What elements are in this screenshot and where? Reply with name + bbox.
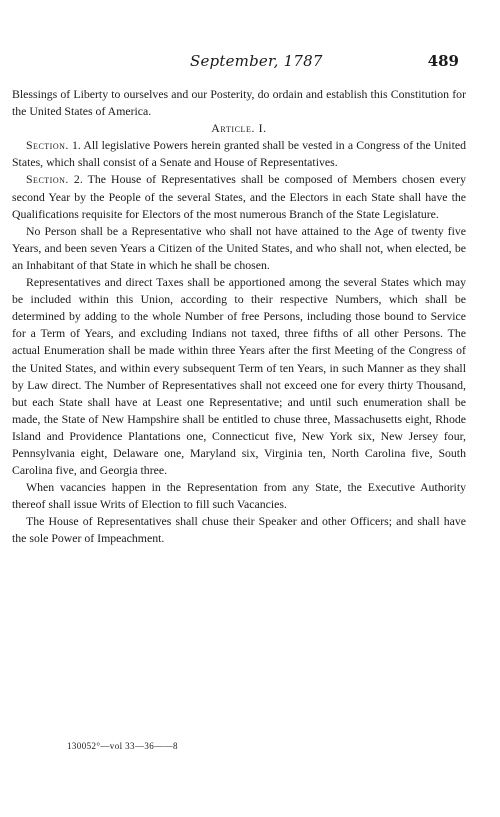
section-1-text: 1. All legislative Powers herein granted shall be vested in a Congress of the United States, which shall consist of a Senate and House of Representatives. bbox=[12, 138, 466, 170]
section-2-text: 2. The House of Representatives shall be composed of Members chosen every second Year by the People of the several States, and the Electors in each State shall have the Qualifications requisite for Electors of the most numerous Branch of the State Legislature. bbox=[12, 172, 466, 221]
paragraph-vacancies: When vacancies happen in the Representation from any State, the Executive Authority thereof shall issue Writs of Election to fill such Vacancies. bbox=[12, 480, 466, 512]
page-number: 489 bbox=[427, 52, 459, 70]
section-1-label: Section. bbox=[26, 138, 69, 153]
preamble-continuation: Blessings of Liberty to ourselves and our Posterity, do ordain and establish this Constitution for the United States of America. bbox=[12, 87, 466, 119]
paragraph-apportionment: Representatives and direct Taxes shall be apportioned among the several States which may be included within this Union, according to their respective Numbers, which shall be determined by adding to the whole Number of free Persons, including those bound to Service for a Term of Years, and excluding Indians not taxed, three fifths of all other Persons. The actual Enumeration shall be made within three Years after the first Meeting of the Congress of the United States, and within every subsequent Term of ten Years, in such Manner as they shall by Law direct. The Number of Representatives shall not exceed one for every thirty Thousand, but each State shall have at Least one Representative; and until such enumeration shall be made, the State of New Hampshire shall be entitled to chuse three, Massachusetts eight, Rhode Island and Providence Plantations one, Connecticut five, New York six, New Jersey four, Pennsylvania eight, Delaware one, Maryland six, Virginia ten, North Carolina five, South Carolina five, and Georgia three. bbox=[12, 275, 466, 478]
print-footer: 130052°—vol 33—36——8 bbox=[67, 741, 178, 751]
running-title: September, 1787 bbox=[190, 52, 323, 70]
section-2-label: Section. bbox=[26, 172, 69, 187]
section-2-paragraph bbox=[12, 171, 466, 222]
document-body bbox=[12, 86, 466, 548]
page-header bbox=[0, 52, 500, 74]
article-heading: Article. I. bbox=[211, 121, 267, 136]
paragraph-qualifications: No Person shall be a Representative who shall not have attained to the Age of twenty five Years, and been seven Years a Citizen of the United States, and who shall not, when elected, be an Inhabitant of that State in which he shall be chosen. bbox=[12, 223, 466, 272]
paragraph-speaker: The House of Representatives shall chuse their Speaker and other Officers; and shall have the sole Power of Impeachment. bbox=[12, 514, 466, 546]
section-1-paragraph bbox=[12, 137, 466, 171]
